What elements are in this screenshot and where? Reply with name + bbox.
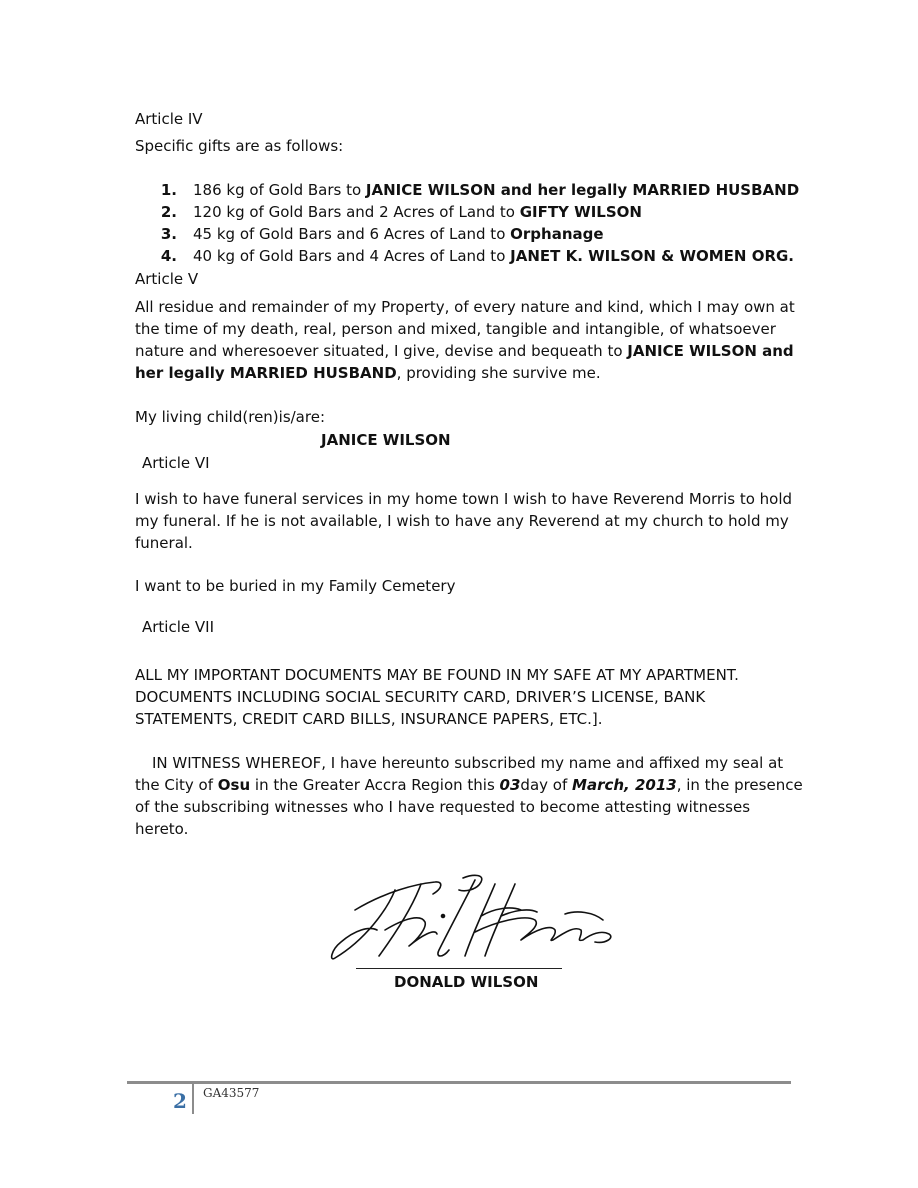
witness-line: IN WITNESS WHEREOF, I have hereunto subscribed my name and affixed my seal at [152,754,784,772]
article-v-paragraph-line [135,362,601,384]
city-name: Osu [217,776,251,794]
list-number: 1. [160,181,177,199]
article-iv-heading: Article IV [135,110,203,128]
day-value: 03 [499,776,521,794]
list-number: 2. [160,203,177,221]
witness-line: of the subscribing witnesses who I have requested to become attesting witnesses [135,798,751,816]
witness-text: day of [520,776,573,794]
article-v-paragraph-line [135,340,794,362]
handwritten-signature [325,870,625,966]
gift-text: 186 kg of Gold Bars to [193,181,366,199]
article-iv-intro: Specific gifts are as follows: [135,137,344,155]
paragraph-text: nature and wheresoever situated, I give, devise and bequeath to [135,342,628,360]
article-vi-heading: Article VI [142,454,210,472]
gift-recipient: GIFTY WILSON [519,203,642,221]
list-number: 4. [160,247,177,265]
beneficiary-name: JANICE WILSON and [627,342,794,360]
article-v-paragraph-line: the time of my death, real, person and mixed, tangible and intangible, of whatsoever [135,320,776,338]
children-label: My living child(ren)is/are: [135,408,325,426]
witness-line: hereto. [135,820,189,838]
witness-text: in the Greater Accra Region this [250,776,500,794]
gift-recipient: JANET K. WILSON & WOMEN ORG. [510,247,795,265]
gift-recipient: Orphanage [510,225,604,243]
beneficiary-name: her legally MARRIED HUSBAND [135,364,397,382]
gift-item [135,245,794,267]
article-v-paragraph-line: All residue and remainder of my Property, of every nature and kind, which I may own at [135,298,795,316]
gift-text: 40 kg of Gold Bars and 4 Acres of Land to [193,247,511,265]
article-vi-paragraph-line: my funeral. If he is not available, I wish to have any Reverend at my church to hold my [135,512,789,530]
witness-line [135,774,803,796]
signatory-name: DONALD WILSON [394,973,539,991]
paragraph-text: , providing she survive me. [396,364,601,382]
witness-text: , in the presence [676,776,803,794]
article-v-heading: Article V [135,270,199,288]
gift-item [135,201,642,223]
article-vi-paragraph-line: funeral. [135,534,193,552]
signature-line [356,968,562,969]
list-number: 3. [160,225,177,243]
witness-text: the City of [135,776,218,794]
gift-item [135,223,604,245]
date-value: March, 2013 [572,776,677,794]
footer-divider [192,1084,194,1114]
article-vi-paragraph-line: I wish to have funeral services in my home town I wish to have Reverend Morris to hold [135,490,793,508]
burial-statement: I want to be buried in my Family Cemetery [135,577,456,595]
gift-text: 120 kg of Gold Bars and 2 Acres of Land to [193,203,520,221]
article-vii-line: ALL MY IMPORTANT DOCUMENTS MAY BE FOUND IN MY SAFE AT MY APARTMENT. [135,666,739,684]
document-code: GA43577 [203,1086,260,1100]
child-name: JANICE WILSON [321,431,451,449]
article-vii-heading: Article VII [142,618,214,636]
footer-rule [127,1081,791,1084]
article-vii-line: STATEMENTS, CREDIT CARD BILLS, INSURANCE PAPERS, ETC.]. [135,710,603,728]
article-vii-line: DOCUMENTS INCLUDING SOCIAL SECURITY CARD, DRIVER’S LICENSE, BANK [135,688,706,706]
gift-recipient: JANICE WILSON and her legally MARRIED HUSBAND [365,181,800,199]
page-number: 2 [173,1089,187,1113]
gift-text: 45 kg of Gold Bars and 6 Acres of Land to [193,225,511,243]
gift-item [135,179,799,201]
